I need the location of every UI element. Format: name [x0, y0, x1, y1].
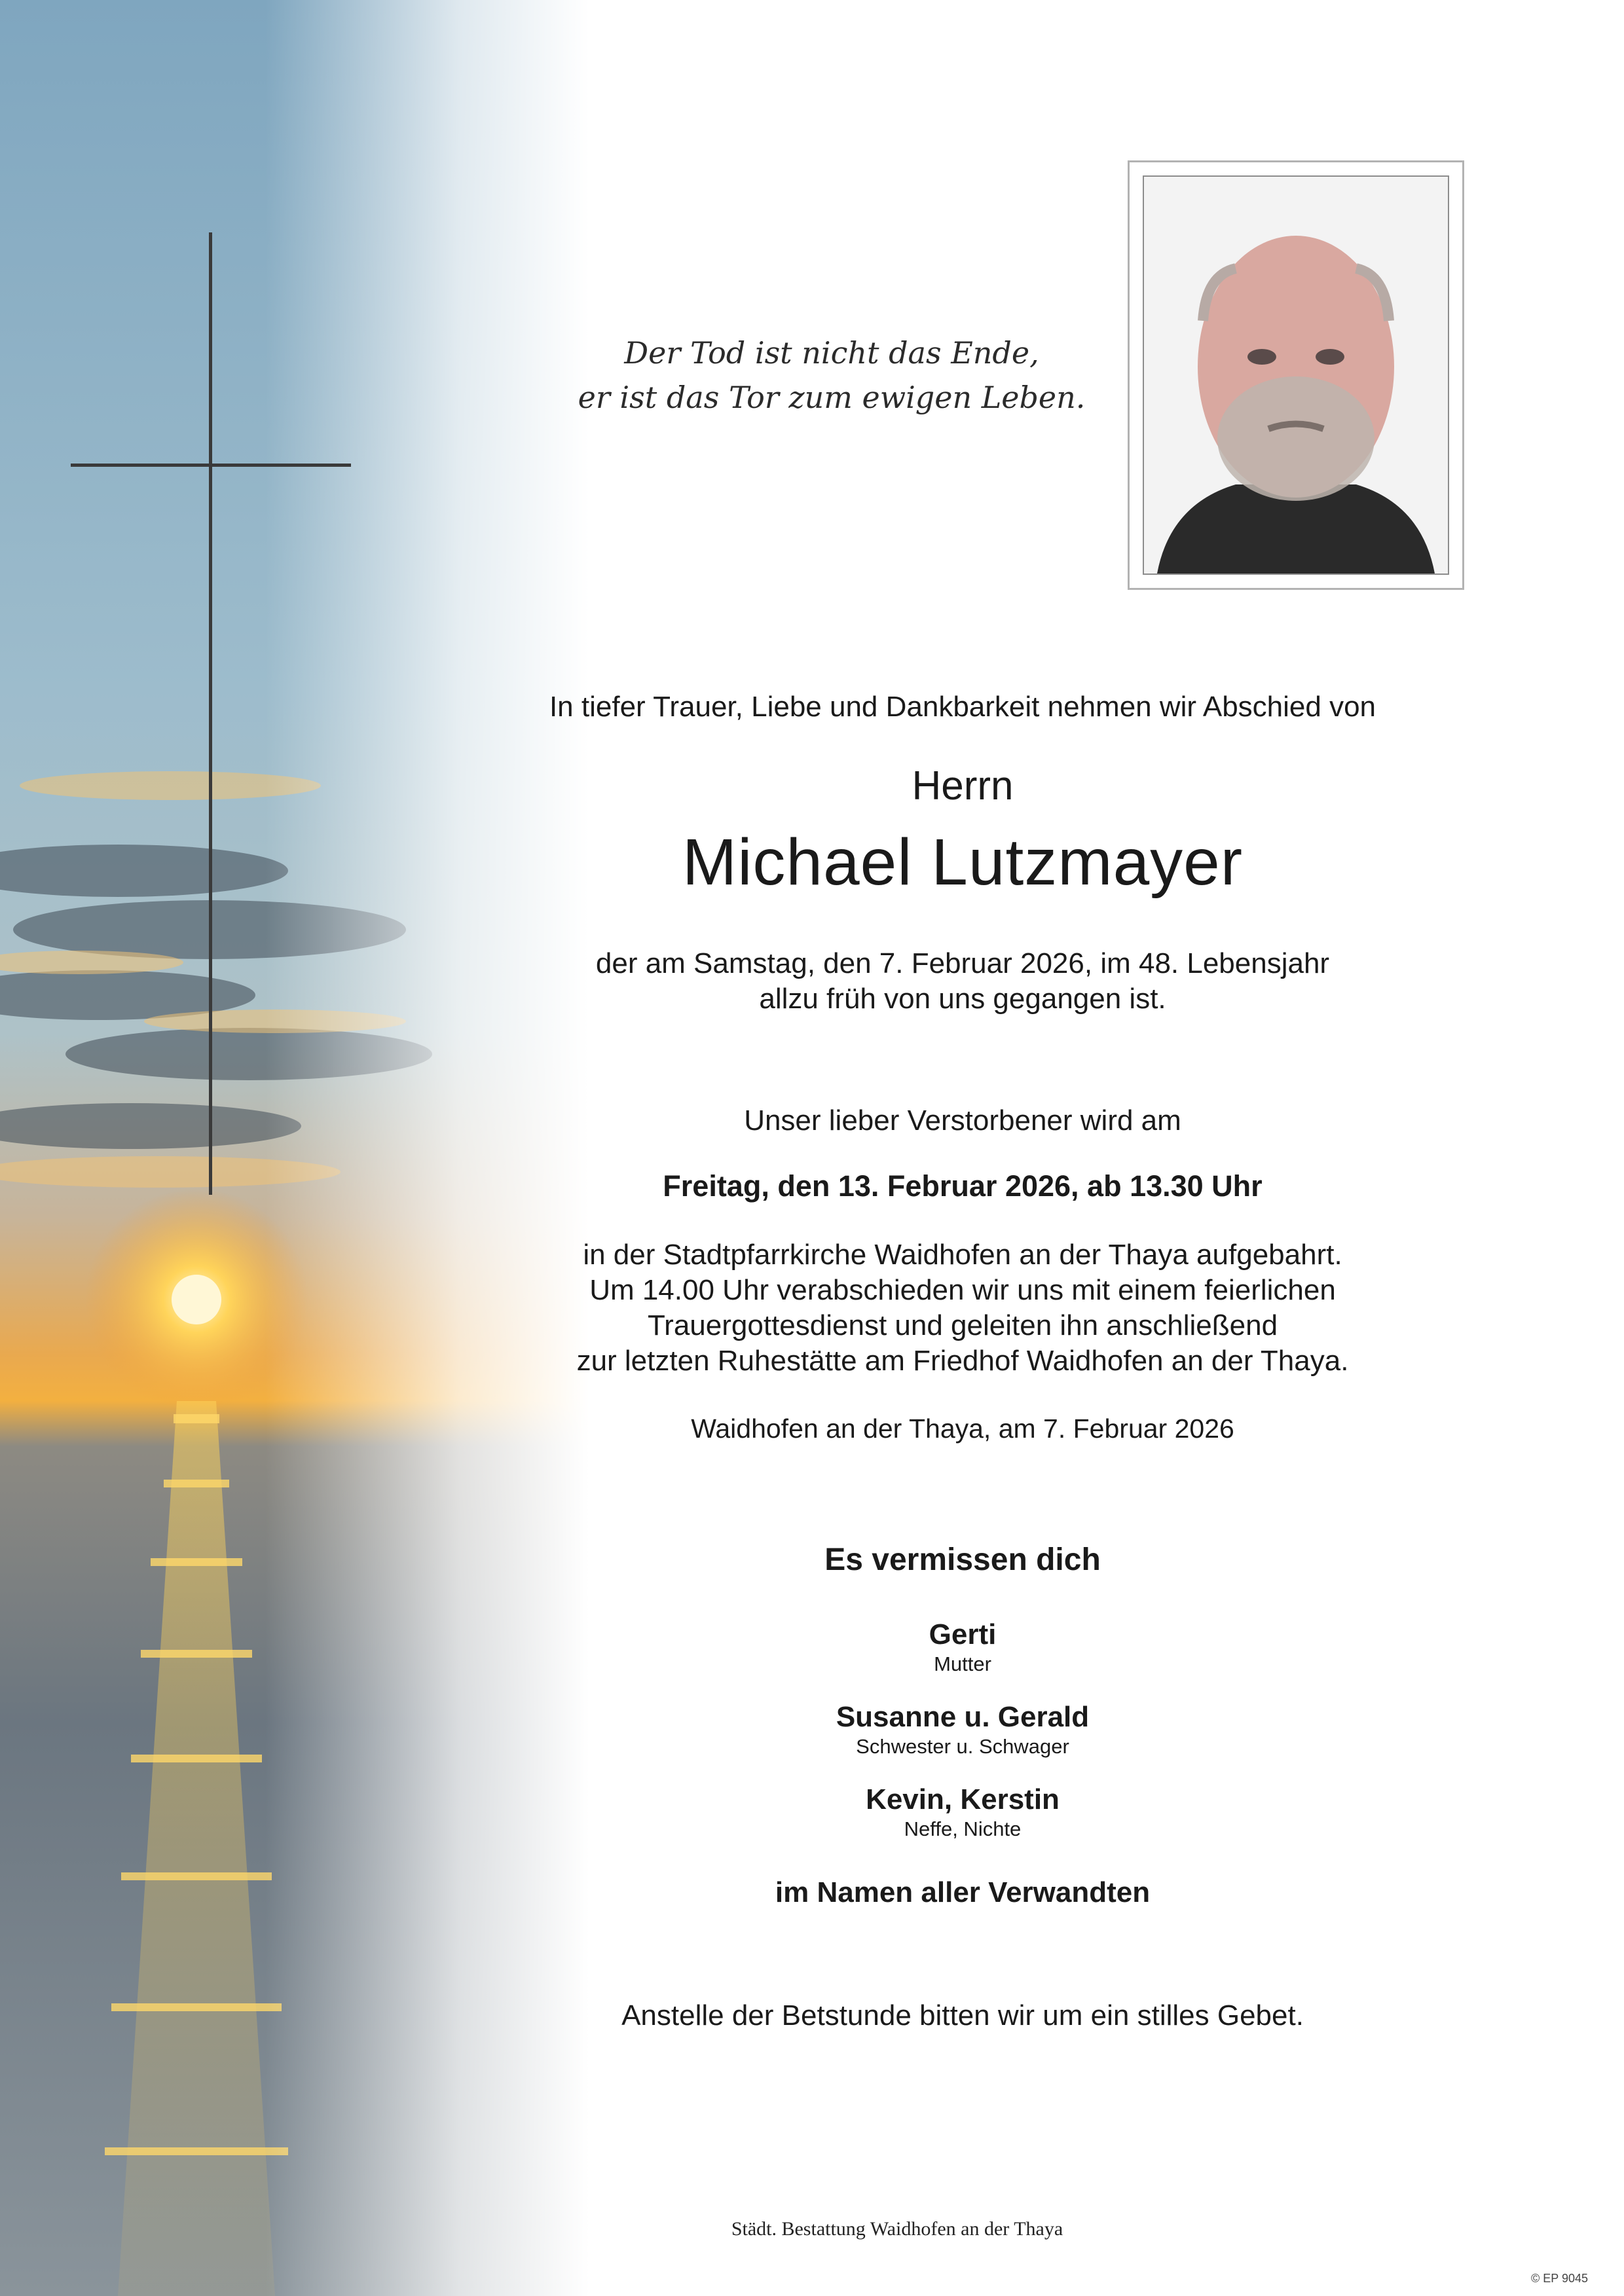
lying-in-state-text: Unser lieber Verstorbener wird am: [744, 1104, 1181, 1137]
service-line: Trauergottesdienst und geleiten ihn anschließend: [647, 1309, 1278, 1341]
sunset-sea-image: [0, 0, 589, 2296]
death-line: allzu früh von uns gegangen ist.: [759, 983, 1166, 1015]
relatives-line: im Namen aller Verwandten: [775, 1876, 1151, 1908]
quote-line: Der Tod ist nicht das Ende,: [624, 335, 1039, 371]
mourner-entry: [498, 1618, 1428, 1676]
mourner-relation: Mutter: [934, 1652, 991, 1675]
portrait-photo: [1143, 175, 1449, 575]
deceased-name: Michael Lutzmayer: [682, 826, 1244, 899]
template-code: © EP 9045: [1531, 2272, 1588, 2285]
service-line: Um 14.00 Uhr verabschieden wir uns mit einem feierlichen: [589, 1274, 1336, 1306]
viewing-date: Freitag, den 13. Februar 2026, ab 13.30 Uhr: [663, 1169, 1263, 1203]
mourner-name: Kevin, Kerstin: [866, 1783, 1060, 1815]
portrait-photo-frame: [1128, 160, 1464, 590]
service-line: in der Stadtpfarrkirche Waidhofen an der Thaya aufgebahrt.: [583, 1239, 1342, 1271]
cross-vertical-beam: [209, 232, 212, 1195]
intro-text: In tiefer Trauer, Liebe und Dankbarkeit nehmen wir Abschied von: [549, 691, 1376, 723]
salutation: Herrn: [912, 763, 1014, 809]
quote-line: er ist das Tor zum ewigen Leben.: [578, 380, 1086, 415]
memorial-quote: [563, 331, 1100, 420]
death-line: der am Samstag, den 7. Februar 2026, im 48. Lebensjahr: [595, 947, 1330, 979]
mourner-relation: Schwester u. Schwager: [856, 1735, 1069, 1758]
place-and-date: Waidhofen an der Thaya, am 7. Februar 2026: [691, 1413, 1234, 1444]
cross-horizontal-beam: [71, 464, 351, 467]
undertaker-credit: Städt. Bestattung Waidhofen an der Thaya: [731, 2218, 1063, 2240]
service-line: zur letzten Ruhestätte am Friedhof Waidhofen an der Thaya.: [576, 1345, 1349, 1377]
mourners-heading: Es vermissen dich: [824, 1542, 1101, 1577]
closing-request: Anstelle der Betstunde bitten wir um ein stilles Gebet.: [621, 1999, 1304, 2032]
mourner-relation: Neffe, Nichte: [904, 1817, 1022, 1840]
service-details: [498, 1237, 1428, 1379]
mourner-name: Susanne u. Gerald: [836, 1701, 1090, 1733]
death-notice: [498, 946, 1428, 1017]
mourner-name: Gerti: [929, 1618, 997, 1650]
mourner-entry: [498, 1701, 1428, 1758]
mourner-entry: [498, 1783, 1428, 1841]
